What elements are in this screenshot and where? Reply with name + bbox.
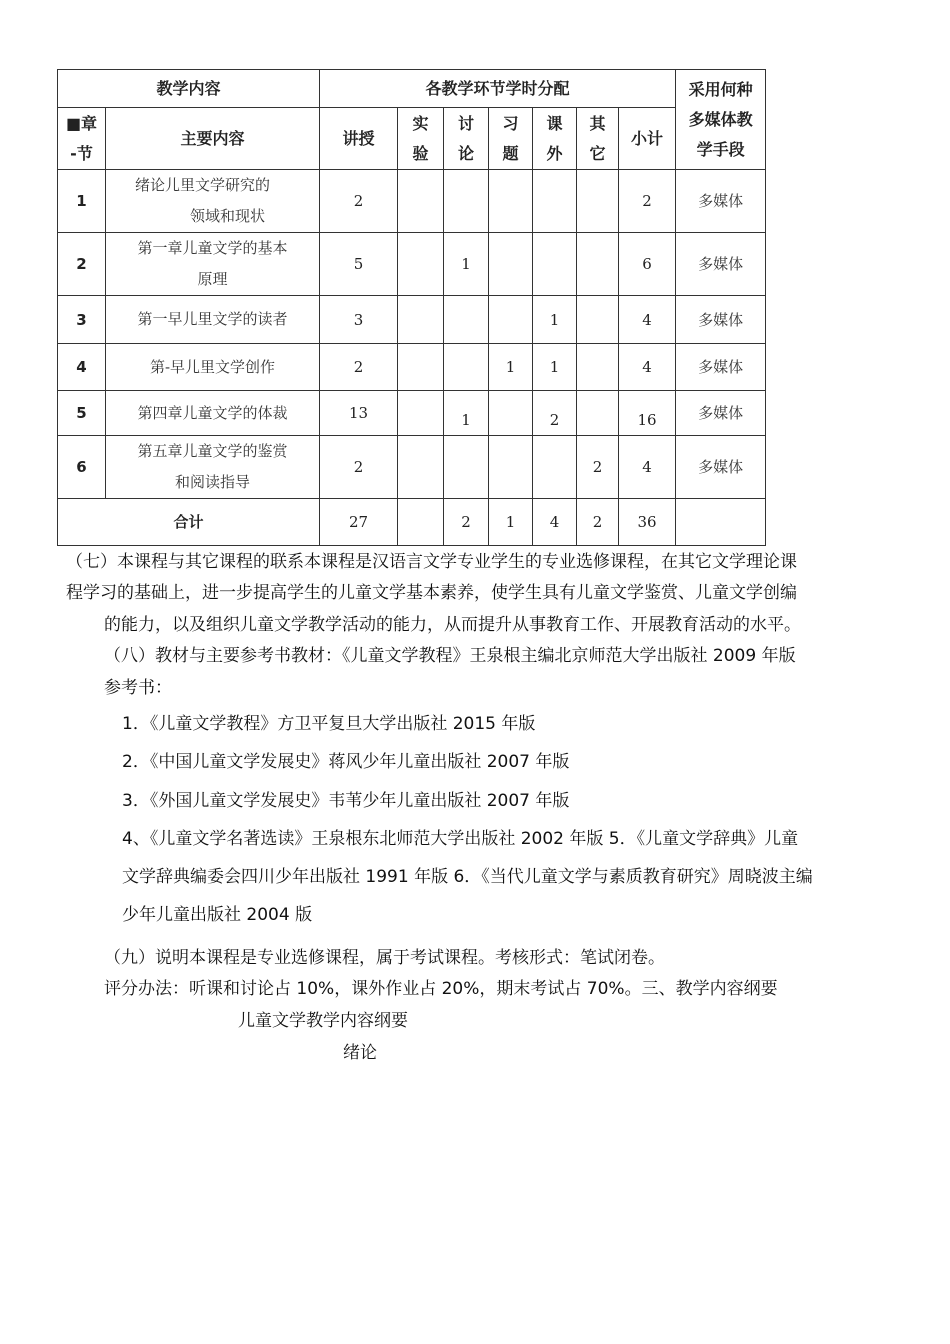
outline-subtitle: 绪论 [343,1043,377,1063]
cell-subtotal: 4 [619,344,676,391]
row-content-line: 和阅读指导 [175,473,251,491]
cell-lecture: 2 [320,344,398,391]
cell-media: 多媒体 [676,436,766,499]
outline-title: 儿童文学教学内容纲要 [238,1011,408,1031]
row-content [106,344,320,391]
cell-media: 多媒体 [676,344,766,391]
row-content [106,436,320,499]
total-other: 2 [577,499,619,546]
row-content [106,391,320,436]
cell-subtotal: 4 [619,436,676,499]
total-experiment [398,499,444,546]
header-chapter-line: -节 [70,143,93,163]
row-content [106,170,320,233]
cell-extra [533,436,577,499]
total-row [58,499,766,546]
cell-other [577,344,619,391]
cell-extra: 1 [533,296,577,344]
reference-item: 3．《外国儿童文学发展史》韦苇少年儿童出版社 2007 年版 [122,791,570,811]
total-subtotal: 36 [619,499,676,546]
row-content [106,296,320,344]
reference-item: 4、《儿童文学名著选读》王泉根东北师范大学出版社 2002 年版 5．《儿童文学辞典》儿童 [122,829,799,849]
cell-extra [533,233,577,296]
cell-value: 1 [461,411,471,429]
header-lecture: 讲授 [320,108,398,170]
row-content-line: 第五章儿童文学的鉴赏 [137,442,288,460]
header-char: 实 [412,113,429,133]
cell-exercise [489,436,533,499]
cell-discussion [444,436,489,499]
cell-exercise [489,170,533,233]
header-media-line: 学手段 [696,139,745,159]
header-subtotal: 小计 [619,108,676,170]
row-content [106,233,320,296]
row-number: 5 [58,391,106,436]
header-chapter-line: ■章 [65,113,98,133]
header-hours-allocation: 各教学环节学时分配 [320,70,676,108]
cell-exercise: 1 [489,344,533,391]
cell-experiment [398,436,444,499]
section-7-line: 程学习的基础上，进一步提高学生的儿童文学基本素养，使学生具有儿童文学鉴赏、儿童文学创编 [66,583,797,603]
header-char: 外 [546,143,563,163]
cell-exercise [489,233,533,296]
cell-extra [533,170,577,233]
cell-experiment [398,391,444,436]
header-char: 验 [412,143,429,163]
cell-discussion [444,344,489,391]
header-other [577,108,619,170]
header-extracurricular [533,108,577,170]
reference-item: 1．《儿童文学教程》方卫平复旦大学出版社 2015 年版 [122,714,536,734]
header-experiment [398,108,444,170]
table-row [58,170,766,233]
total-exercise: 1 [489,499,533,546]
cell-extra [533,391,577,436]
header-teaching-content: 教学内容 [58,70,320,108]
teaching-hours-table [57,69,766,546]
row-number: 6 [58,436,106,499]
cell-value: 16 [637,411,657,429]
row-content-line: 第四章儿童文学的体裁 [137,403,288,422]
header-char: 其 [589,113,606,133]
table-row [58,436,766,499]
section-7-line: （七）本课程与其它课程的联系本课程是汉语言文学专业学生的专业选修课程，在其它文学理论课 [66,552,797,572]
table-row [58,391,766,436]
cell-other [577,296,619,344]
reference-item: 2．《中国儿童文学发展史》蒋风少年儿童出版社 2007 年版 [122,752,570,772]
row-content-line: 原理 [197,270,228,288]
cell-extra: 1 [533,344,577,391]
cell-exercise [489,391,533,436]
cell-media: 多媒体 [676,233,766,296]
row-number: 3 [58,296,106,344]
total-media [676,499,766,546]
header-media-line: 多媒体教 [688,109,753,129]
cell-subtotal [619,391,676,436]
header-char: 讨 [458,113,475,133]
cell-experiment [398,170,444,233]
header-char: 它 [589,143,606,163]
row-content-line: 领域和现状 [190,207,266,225]
header-char: 题 [502,143,519,163]
cell-experiment [398,233,444,296]
cell-subtotal: 2 [619,170,676,233]
total-discussion: 2 [444,499,489,546]
section-9-line: （九）说明本课程是专业选修课程，属于考试课程。考核形式：笔试闭卷。 [104,948,665,968]
row-content-line: 第一章儿童文学的基本 [137,239,288,257]
cell-lecture: 2 [320,170,398,233]
header-main-content: 主要内容 [106,108,320,170]
row-content-line: 第-早儿里文学创作 [149,357,276,376]
header-row-2 [58,108,766,170]
cell-discussion [444,170,489,233]
row-number: 2 [58,233,106,296]
cell-media: 多媒体 [676,170,766,233]
cell-lecture: 2 [320,436,398,499]
total-label: 合计 [58,499,320,546]
table-row [58,296,766,344]
reference-item: 少年儿童出版社 2004 版 [122,905,313,925]
cell-media: 多媒体 [676,296,766,344]
section-8-line: 参考书： [104,678,172,698]
cell-lecture: 5 [320,233,398,296]
cell-value: 2 [549,411,560,429]
header-exercise [489,108,533,170]
cell-other [577,391,619,436]
row-content-line: 绪论儿里文学研究的 [135,176,271,194]
cell-lecture: 3 [320,296,398,344]
cell-discussion: 1 [444,233,489,296]
cell-experiment [398,296,444,344]
cell-discussion [444,296,489,344]
section-9-line: 评分办法：听课和讨论占 10%，课外作业占 20%，期末考试占 70%。三、教学内容纲要 [104,979,778,999]
cell-other: 2 [577,436,619,499]
header-char: 课 [546,113,563,133]
row-content-line: 第一早儿里文学的读者 [137,310,288,328]
cell-experiment [398,344,444,391]
row-number: 1 [58,170,106,233]
table-row [58,233,766,296]
cell-lecture: 13 [320,391,398,436]
section-7-line: 的能力，以及组织儿童文学教学活动的能力，从而提升从事教育工作、开展教育活动的水平。 [104,615,801,635]
reference-item: 文学辞典编委会四川少年出版社 1991 年版 6．《当代儿童文学与素质教育研究》周晓波主编 [122,867,813,887]
total-lecture: 27 [320,499,398,546]
cell-subtotal: 6 [619,233,676,296]
header-char: 习 [502,113,519,133]
row-number: 4 [58,344,106,391]
header-char: 论 [458,143,475,163]
table-row [58,344,766,391]
header-discussion [444,108,489,170]
header-media-line: 采用何种 [688,79,753,99]
cell-subtotal: 4 [619,296,676,344]
header-chapter [58,108,106,170]
cell-media: 多媒体 [676,391,766,436]
cell-other [577,170,619,233]
cell-exercise [489,296,533,344]
section-8-line: （八）教材与主要参考书教材：《儿童文学教程》王泉根主编北京师范大学出版社 2009 年版 [104,646,796,666]
total-extra: 4 [533,499,577,546]
cell-discussion [444,391,489,436]
header-media [676,70,766,170]
header-row-1 [58,70,766,108]
cell-other [577,233,619,296]
